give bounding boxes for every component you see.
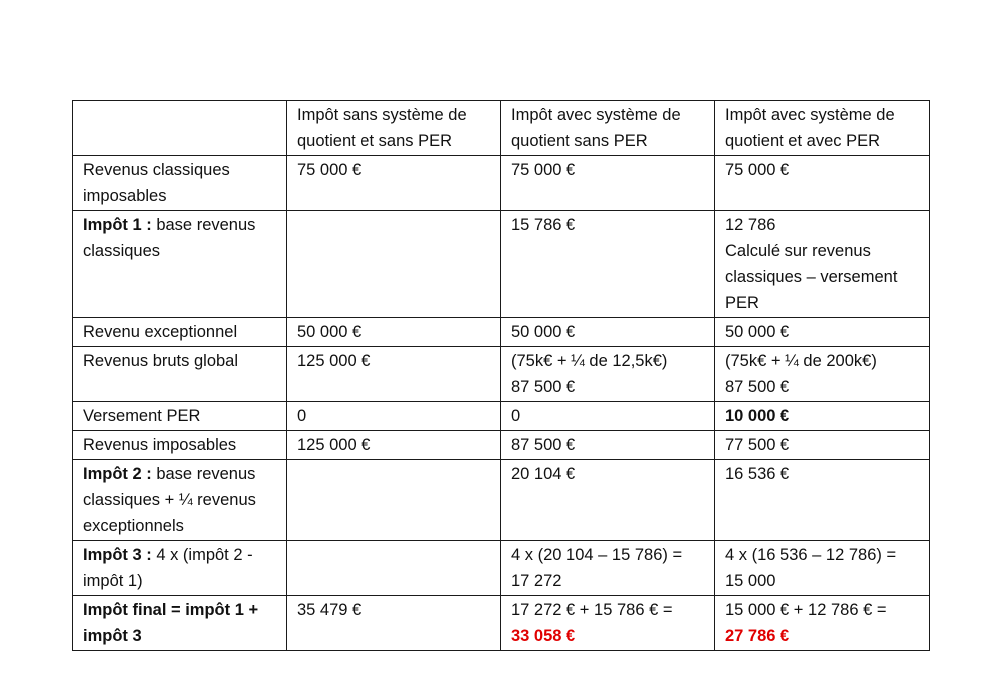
- table-row: [73, 596, 930, 651]
- table-row: [73, 541, 930, 596]
- final-tax-highlight: 33 058 €: [511, 627, 576, 645]
- header-cell-no-quotient-no-per: Impôt sans système de quotient et sans PER: [287, 101, 501, 156]
- table-row: [73, 431, 930, 460]
- table-row: [73, 460, 930, 541]
- table-cell: [501, 460, 715, 541]
- table-cell: [715, 402, 930, 431]
- header-cell-quotient-with-per: Impôt avec système de quotient et avec PER: [715, 101, 930, 156]
- row-label-text: Revenus classiques imposables: [83, 161, 230, 205]
- cell-value: 20 104 €: [511, 465, 576, 483]
- cell-value: 16 536 €: [725, 465, 790, 483]
- cell-formula: (75k€ + ¼ de 12,5k€): [511, 352, 668, 370]
- row-label: [73, 431, 287, 460]
- cell-value: 125 000 €: [297, 352, 371, 370]
- row-label: [73, 596, 287, 651]
- row-label: [73, 318, 287, 347]
- table-cell: [715, 156, 930, 211]
- cell-value: 75 000 €: [297, 161, 362, 179]
- cell-value: 15 000: [725, 572, 776, 590]
- cell-value: 87 500 €: [725, 378, 790, 396]
- cell-value: 0: [511, 407, 521, 425]
- cell-value: 125 000 €: [297, 436, 371, 454]
- row-label: [73, 402, 287, 431]
- table-cell: [287, 347, 501, 402]
- table-cell: [287, 211, 501, 318]
- row-label-bold: Impôt 2 :: [83, 465, 152, 483]
- row-label-text: Revenu exceptionnel: [83, 323, 238, 341]
- table-cell: [715, 596, 930, 651]
- table-cell: [287, 460, 501, 541]
- row-label: [73, 460, 287, 541]
- cell-value: 87 500 €: [511, 378, 576, 396]
- table-cell: [501, 596, 715, 651]
- row-label-text: 4 x (impôt 2 - impôt 1): [83, 546, 253, 590]
- table-cell: [501, 402, 715, 431]
- cell-formula: 4 x (20 104 – 15 786) =: [511, 546, 683, 564]
- cell-value: 75 000 €: [725, 161, 790, 179]
- cell-value-bold: 10 000 €: [725, 407, 790, 425]
- table-cell: [715, 460, 930, 541]
- cell-note: Calculé sur revenus classiques – versement PER: [725, 242, 898, 312]
- table-cell: [501, 347, 715, 402]
- table-header-row: [73, 101, 930, 156]
- table-cell: [287, 431, 501, 460]
- cell-formula: 17 272 € + 15 786 € =: [511, 601, 673, 619]
- table-cell: [287, 156, 501, 211]
- table-row: [73, 318, 930, 347]
- final-tax-highlight: 27 786 €: [725, 627, 790, 645]
- row-label-text: Versement PER: [83, 407, 201, 425]
- table-cell: [715, 347, 930, 402]
- cell-value: 15 786 €: [511, 216, 576, 234]
- header-cell-empty: [73, 101, 287, 156]
- cell-value: 87 500 €: [511, 436, 576, 454]
- table-cell: [287, 318, 501, 347]
- row-label: [73, 156, 287, 211]
- cell-formula: 4 x (16 536 – 12 786) =: [725, 546, 897, 564]
- row-label-bold: Impôt 3 :: [83, 546, 152, 564]
- table-cell: [501, 431, 715, 460]
- tax-comparison-table: [72, 100, 930, 651]
- cell-value: 17 272: [511, 572, 562, 590]
- table-cell: [715, 541, 930, 596]
- cell-value: 77 500 €: [725, 436, 790, 454]
- row-label-text: Revenus bruts global: [83, 352, 239, 370]
- table-cell: [501, 211, 715, 318]
- cell-value: 50 000 €: [511, 323, 576, 341]
- table-row: [73, 211, 930, 318]
- cell-value: 75 000 €: [511, 161, 576, 179]
- table-cell: [501, 156, 715, 211]
- table-cell: [287, 402, 501, 431]
- table-row: [73, 156, 930, 211]
- cell-value: 50 000 €: [297, 323, 362, 341]
- table-cell: [715, 431, 930, 460]
- cell-formula: 15 000 € + 12 786 € =: [725, 601, 887, 619]
- table-cell: [287, 541, 501, 596]
- row-label: [73, 347, 287, 402]
- row-label-text: base revenus classiques: [83, 216, 256, 260]
- header-cell-quotient-no-per: Impôt avec système de quotient sans PER: [501, 101, 715, 156]
- row-label-text: Revenus imposables: [83, 436, 237, 454]
- row-label: [73, 541, 287, 596]
- cell-formula: (75k€ + ¼ de 200k€): [725, 352, 877, 370]
- cell-value: 35 479 €: [297, 601, 362, 619]
- table-row: [73, 347, 930, 402]
- row-label-bold: Impôt final = impôt 1 + impôt 3: [83, 601, 259, 645]
- row-label-text: base revenus classiques + ¼ revenus exceptionnels: [83, 465, 256, 535]
- cell-value: 50 000 €: [725, 323, 790, 341]
- row-label-bold: Impôt 1 :: [83, 216, 152, 234]
- table-cell: [501, 318, 715, 347]
- table-cell: [715, 318, 930, 347]
- table-cell: [287, 596, 501, 651]
- cell-value: 0: [297, 407, 307, 425]
- table-row: [73, 402, 930, 431]
- table-cell: [715, 211, 930, 318]
- table-cell: [501, 541, 715, 596]
- row-label: [73, 211, 287, 318]
- cell-value: 12 786: [725, 216, 776, 234]
